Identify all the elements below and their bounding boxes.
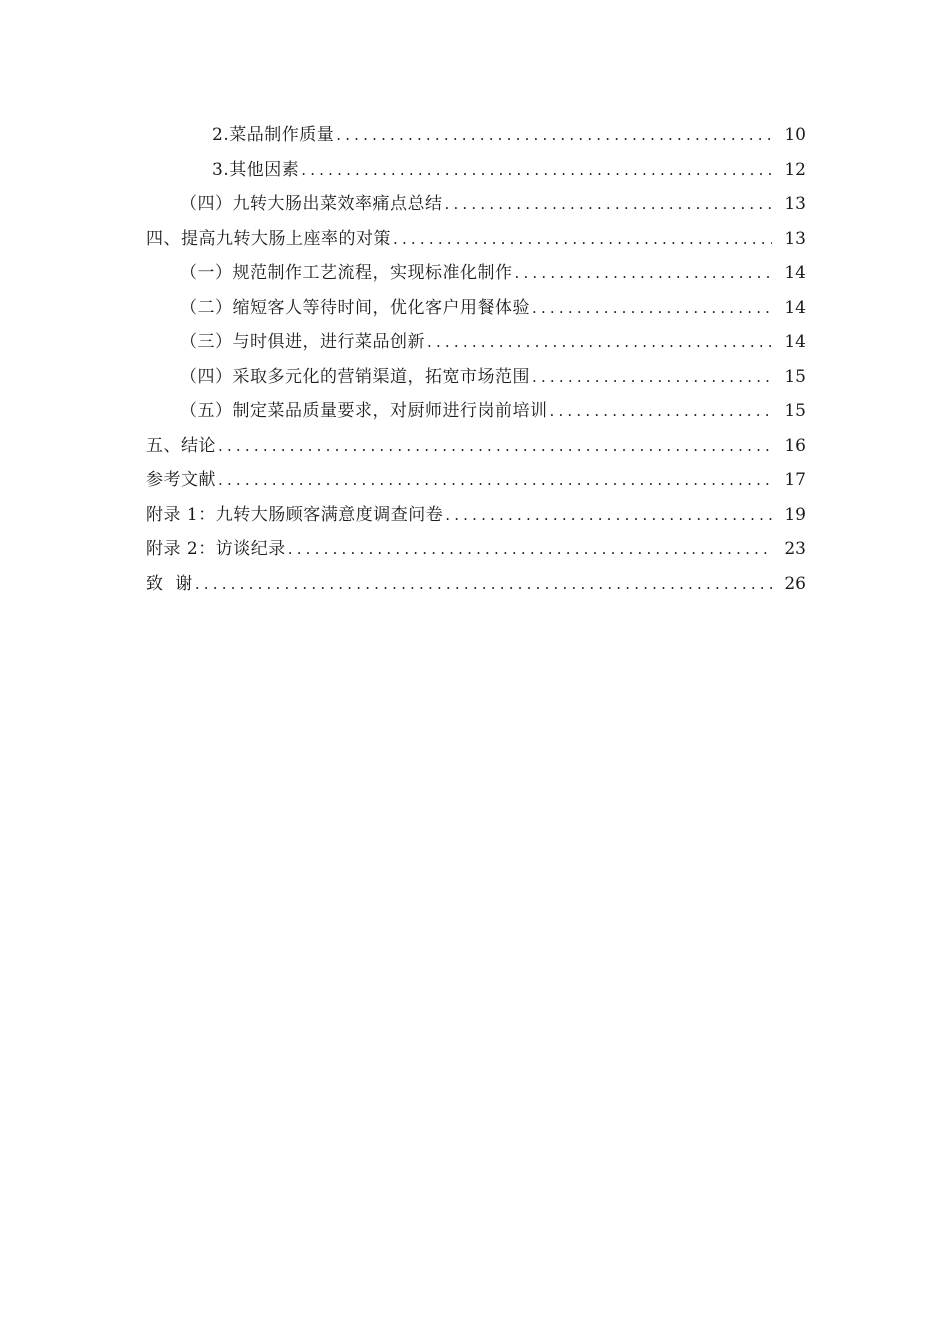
toc-dot-leader <box>445 187 773 222</box>
table-of-contents <box>0 118 950 601</box>
toc-entry-title: 五、结论 <box>146 435 216 456</box>
toc-entry[interactable] <box>0 325 950 360</box>
toc-dot-leader <box>393 222 772 257</box>
toc-entry-title: 3.其他因素 <box>212 159 300 180</box>
toc-dot-leader <box>195 567 772 602</box>
toc-entry-title: 参考文献 <box>146 470 216 490</box>
toc-entry-title: 四、提高九转大肠上座率的对策 <box>146 228 391 249</box>
toc-entry-page: 17 <box>784 470 806 490</box>
toc-entry[interactable] <box>0 532 950 567</box>
toc-entry[interactable] <box>0 567 950 602</box>
toc-entry-title: （五）制定菜品质量要求，对厨师进行岗前培训 <box>180 401 548 421</box>
toc-entry[interactable] <box>0 429 950 464</box>
toc-entry-page: 16 <box>784 435 806 456</box>
toc-entry-page: 14 <box>784 263 806 283</box>
toc-entry[interactable] <box>0 118 950 153</box>
toc-entry-title: 2.菜品制作质量 <box>212 125 335 145</box>
toc-entry-page: 15 <box>784 366 806 387</box>
toc-entry-title: （二）缩短客人等待时间，优化客户用餐体验 <box>180 297 530 318</box>
toc-dot-leader <box>301 153 772 188</box>
toc-entry-page: 10 <box>784 125 806 145</box>
toc-entry[interactable] <box>0 291 950 326</box>
toc-entry-page: 19 <box>784 504 806 525</box>
toc-entry-title: （四）采取多元化的营销渠道，拓宽市场范围 <box>180 366 530 387</box>
toc-dot-leader <box>532 291 772 326</box>
toc-dot-leader <box>445 498 772 533</box>
toc-entry-page: 15 <box>784 401 806 421</box>
toc-entry-page: 23 <box>784 539 806 559</box>
toc-entry-page: 12 <box>784 159 806 180</box>
toc-entry[interactable] <box>0 463 950 498</box>
toc-dot-leader <box>218 429 772 464</box>
toc-entry-title: （一）规范制作工艺流程，实现标准化制作 <box>180 263 513 283</box>
toc-entry-page: 13 <box>784 194 806 214</box>
toc-entry-page: 13 <box>784 228 806 249</box>
toc-entry-title: 附录 2：访谈纪录 <box>146 539 286 559</box>
toc-entry-title: （四）九转大肠出菜效率痛点总结 <box>180 194 443 214</box>
toc-entry-title: （三）与时俱进，进行菜品创新 <box>180 332 425 352</box>
toc-entry[interactable] <box>0 498 950 533</box>
toc-dot-leader <box>550 394 773 429</box>
toc-dot-leader <box>427 325 772 360</box>
toc-entry[interactable] <box>0 360 950 395</box>
toc-dot-leader <box>218 463 772 498</box>
toc-entry[interactable] <box>0 187 950 222</box>
toc-entry[interactable] <box>0 256 950 291</box>
toc-entry-page: 14 <box>784 297 806 318</box>
toc-entry-page: 26 <box>784 573 806 594</box>
toc-dot-leader <box>336 118 772 153</box>
toc-entry[interactable] <box>0 394 950 429</box>
toc-entry[interactable] <box>0 222 950 257</box>
toc-dot-leader <box>515 256 773 291</box>
toc-dot-leader <box>288 532 772 567</box>
toc-entry-title: 致 谢 <box>146 573 193 594</box>
toc-entry-title: 附录 1：九转大肠顾客满意度调查问卷 <box>146 504 444 525</box>
toc-entry-page: 14 <box>784 332 806 352</box>
toc-entry[interactable] <box>0 153 950 188</box>
toc-dot-leader <box>532 360 772 395</box>
